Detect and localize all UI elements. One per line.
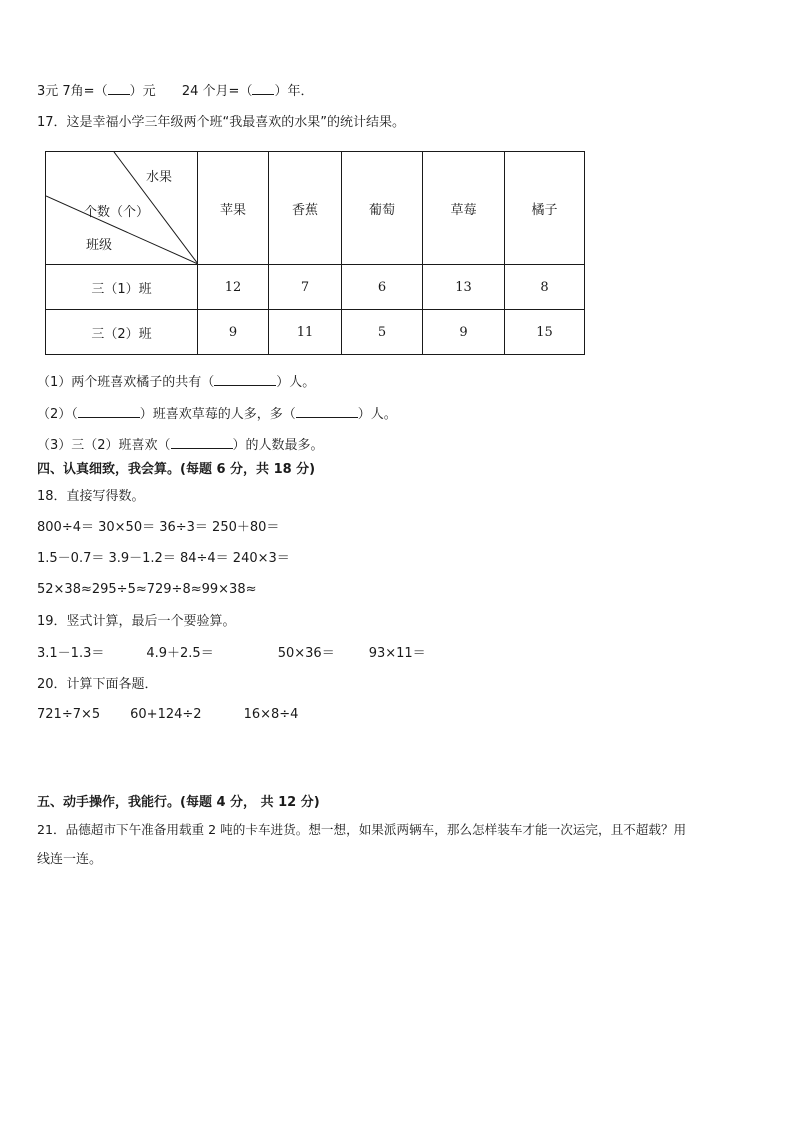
table-cell: 13 (423, 265, 505, 310)
q17-sub2-post: ）人。 (357, 407, 397, 422)
row-label: 三（2）班 (46, 310, 198, 355)
section-4-heading: 四、认真细致，我会算。(每题 6 分，共 18 分) (37, 462, 316, 477)
q17-sub2-mid: ）班喜欢草莓的人多，多（ (139, 407, 296, 422)
table-row (46, 265, 585, 310)
table-cell: 9 (198, 310, 269, 355)
table-cell: 9 (423, 310, 505, 355)
q17-sub3-pre: （3）三（2）班喜欢（ (37, 438, 171, 453)
column-header: 香蕉 (269, 152, 342, 265)
q16-part2-pre: 24 个月=（ (181, 84, 253, 99)
table-cell: 15 (505, 310, 585, 355)
fruit-stats-table (45, 151, 585, 355)
table-row (46, 310, 585, 355)
q16-part2-post: ）年． (274, 84, 314, 99)
q20-prompt: 20．计算下面各题． (37, 677, 158, 692)
q19-item: 3.1－1.3＝ (37, 646, 105, 661)
q21-line-1: 21．品德超市下午准备用载重 2 吨的卡车进货。想一想，如果派两辆车，那么怎样装车才能一次运完，且不超载？用 (37, 822, 687, 837)
q17-sub1-post: ）人。 (276, 375, 316, 390)
q17-prompt: 17．这是幸福小学三年级两个班“我最喜欢的水果”的统计结果。 (37, 115, 406, 130)
column-header: 草莓 (423, 152, 505, 265)
answer-blank[interactable] (171, 436, 233, 449)
q18-line-1: 800÷4＝ 30×50＝ 36÷3＝ 250＋80＝ (37, 520, 280, 535)
corner-label-fruit: 水果 (146, 170, 173, 185)
q16-part1-pre: 3元 7角=（ (37, 84, 108, 99)
answer-blank[interactable] (214, 373, 276, 386)
q18-prompt: 18．直接写得数。 (37, 489, 145, 504)
q19-prompt: 19．竖式计算，最后一个要验算。 (37, 614, 236, 629)
q19-items (37, 645, 426, 663)
q16-part1-post: ）元 (129, 84, 156, 99)
column-header: 苹果 (198, 152, 269, 265)
q21-line-2: 线连一连。 (37, 852, 103, 867)
row-label: 三（1）班 (46, 265, 198, 310)
answer-blank[interactable] (108, 82, 130, 95)
q17-sub1 (37, 373, 315, 392)
q17-sub2-pre: （2）（ (37, 407, 78, 422)
answer-blank[interactable] (296, 405, 358, 418)
corner-label-count: 个数（个） (84, 205, 150, 220)
corner-label-class: 班级 (86, 238, 113, 253)
q18-line-2: 1.5－0.7＝ 3.9－1.2＝ 84÷4＝ 240×3＝ (37, 551, 290, 566)
q19-item: 93×11＝ (368, 646, 426, 661)
q17-sub1-pre: （1）两个班喜欢橘子的共有（ (37, 375, 215, 390)
table-cell: 8 (505, 265, 585, 310)
q20-item: 16×8÷4 (243, 707, 299, 722)
column-header: 葡萄 (342, 152, 423, 265)
q20-item: 721÷7×5 (37, 707, 101, 722)
table-cell: 6 (342, 265, 423, 310)
q16-tail-line (37, 82, 313, 101)
table-cell: 12 (198, 265, 269, 310)
answer-blank[interactable] (78, 405, 140, 418)
q19-item: 50×36＝ (277, 646, 335, 661)
table-header-row (46, 152, 585, 265)
q18-line-3: 52×38≈295÷5≈729÷8≈99×38≈ (37, 582, 257, 597)
q19-item: 4.9＋2.5＝ (146, 646, 214, 661)
column-header: 橘子 (505, 152, 585, 265)
q20-items (37, 706, 298, 724)
table-corner-cell (46, 152, 198, 265)
table-cell: 11 (269, 310, 342, 355)
q17-sub3 (37, 436, 324, 455)
section-5-heading: 五、动手操作，我能行。(每题 4 分， 共 12 分) (37, 795, 320, 810)
table-cell: 7 (269, 265, 342, 310)
q20-item: 60+124÷2 (130, 707, 202, 722)
answer-blank[interactable] (252, 82, 274, 95)
q17-sub3-post: ）的人数最多。 (232, 438, 324, 453)
table-cell: 5 (342, 310, 423, 355)
q17-sub2 (37, 405, 397, 424)
